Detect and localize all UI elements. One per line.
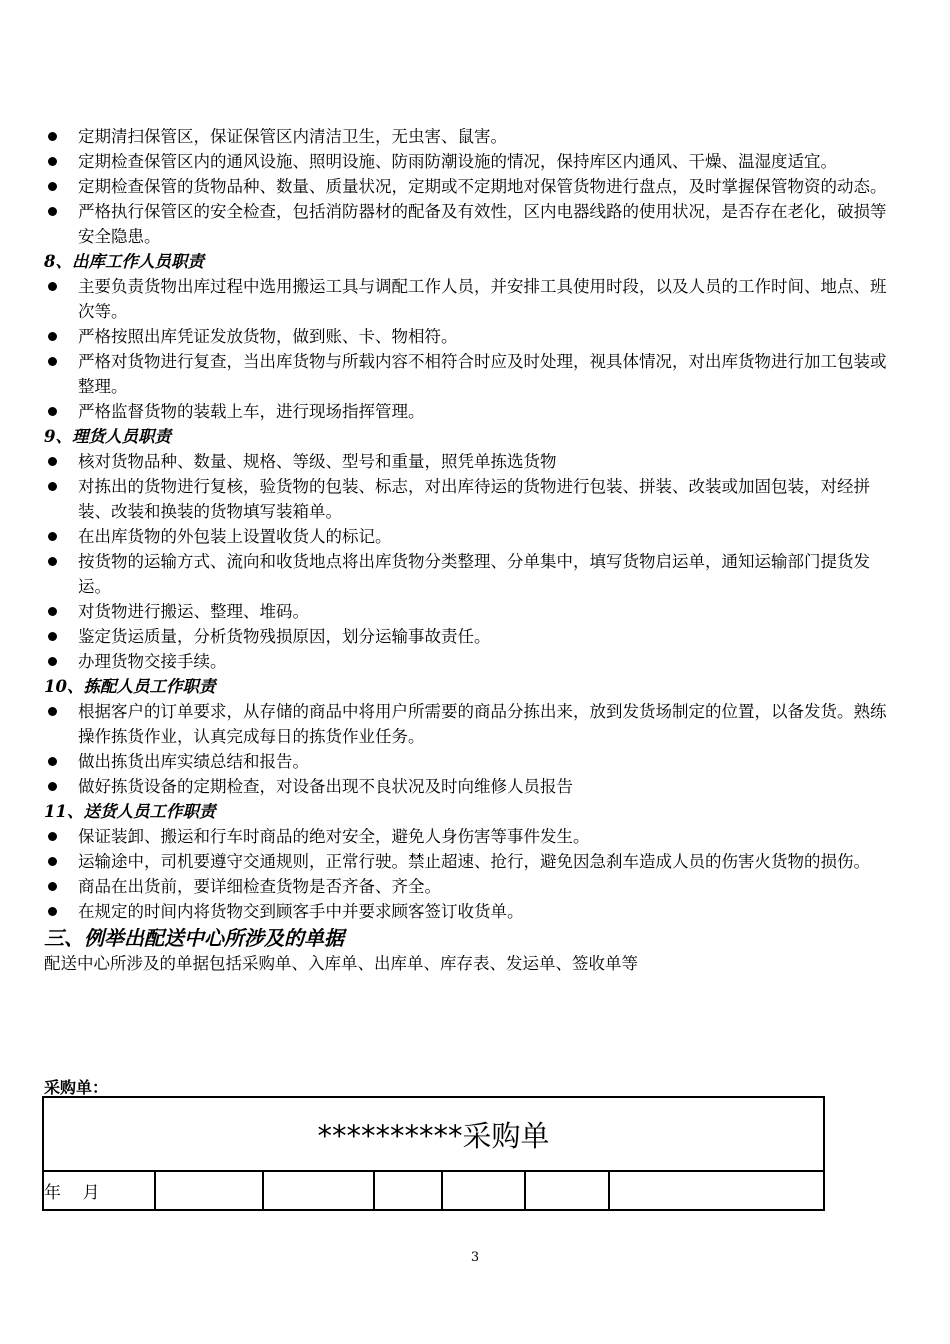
list-item [44, 774, 894, 799]
bullet-icon [48, 832, 57, 841]
list-item [44, 749, 894, 774]
list-item-text: 做好拣货设备的定期检查，对设备出现不良状况及时向维修人员报告 [78, 777, 573, 796]
bullet-icon [48, 607, 57, 616]
table-cell [155, 1171, 263, 1210]
section-text: 配送中心所涉及的单据包括采购单、入库单、出库单、库存表、发运单、签收单等 [44, 954, 638, 973]
list-item [44, 274, 894, 324]
list-item-text: 定期清扫保管区，保证保管区内清洁卫生，无虫害、鼠害。 [78, 127, 507, 146]
list-item [44, 899, 894, 924]
list-item-text: 严格按照出库凭证发放货物，做到账、卡、物相符。 [78, 327, 458, 346]
list-item-text: 鉴定货运质量，分析货物残损原因，划分运输事故责任。 [78, 627, 491, 646]
document-body [44, 124, 894, 976]
list-item [44, 849, 894, 874]
list-item-text: 办理货物交接手续。 [78, 652, 227, 671]
bullet-icon [48, 132, 57, 141]
list-item [44, 399, 894, 424]
bullet-icon [48, 182, 57, 191]
list-item-text: 做出拣货出库实绩总结和报告。 [78, 752, 309, 771]
bullet-icon [48, 907, 57, 916]
list-item [44, 449, 894, 474]
list-item [44, 824, 894, 849]
purchase-form-label: 采购单： [44, 1078, 109, 1097]
list-item-text: 对货物进行搬运、整理、堆码。 [78, 602, 309, 621]
list-item-text: 对拣出的货物进行复核，验货物的包装、标志，对出库待运的货物进行包装、拼装、改装或加固包装，对经拼装、改装和换装的货物填写装箱单。 [78, 477, 870, 521]
bullet-icon [48, 632, 57, 641]
bullet-icon [48, 207, 57, 216]
section-heading: 11、送货人员工作职责 [44, 802, 216, 821]
bullet-icon [48, 657, 57, 666]
list-item-text: 商品在出货前，要详细检查货物是否齐备、齐全。 [78, 877, 441, 896]
bullet-icon [48, 282, 57, 291]
bullet-icon [48, 557, 57, 566]
list-item-text: 严格监督货物的装载上车，进行现场指挥管理。 [78, 402, 425, 421]
purchase-order-title: **********采购单 [43, 1097, 824, 1171]
list-item-text: 在出库货物的外包装上设置收货人的标记。 [78, 527, 392, 546]
list-item-text: 按货物的运输方式、流向和收货地点将出库货物分类整理、分单集中，填写货物启运单，通知运输部门提货发运。 [78, 552, 870, 596]
list-item [44, 874, 894, 899]
list-item [44, 149, 894, 174]
list-item-text: 严格对货物进行复查，当出库货物与所载内容不相符合时应及时处理，视具体情况，对出库货物进行加工包装或整理。 [78, 352, 887, 396]
table-cell [609, 1171, 824, 1210]
bullet-icon [48, 782, 57, 791]
page-number: 3 [470, 1250, 480, 1265]
list-item [44, 624, 894, 649]
list-item-text: 核对货物品种、数量、规格、等级、型号和重量，照凭单拣选货物 [78, 452, 557, 471]
bullet-icon [48, 332, 57, 341]
list-item [44, 524, 894, 549]
list-item-text: 运输途中，司机要遵守交通规则，正常行驶。禁止超速、抢行，避免因急刹车造成人员的伤害火货物的损伤。 [78, 852, 870, 871]
bullet-icon [48, 357, 57, 366]
bullet-icon [48, 157, 57, 166]
section-title: 三、例举出配送中心所涉及的单据 [44, 926, 344, 950]
list-item-text: 在规定的时间内将货物交到顾客手中并要求顾客签订收货单。 [78, 902, 524, 921]
bullet-icon [48, 882, 57, 891]
list-item-text: 保证装卸、搬运和行车时商品的绝对安全，避免人身伤害等事件发生。 [78, 827, 590, 846]
table-cell [525, 1171, 609, 1210]
section-heading: 8、出库工作人员职责 [44, 252, 204, 271]
bullet-icon [48, 457, 57, 466]
table-cell [263, 1171, 374, 1210]
table-cell [374, 1171, 442, 1210]
table-cell [442, 1171, 525, 1210]
list-item [44, 649, 894, 674]
list-item-text: 定期检查保管区内的通风设施、照明设施、防雨防潮设施的情况，保持库区内通风、干燥、温湿度适宜。 [78, 152, 837, 171]
section-heading: 10、拣配人员工作职责 [44, 677, 216, 696]
bullet-icon [48, 707, 57, 716]
list-item [44, 474, 894, 524]
bullet-icon [48, 532, 57, 541]
list-item [44, 174, 894, 199]
list-item [44, 599, 894, 624]
list-item [44, 549, 894, 599]
date-cell: 年 月 [43, 1171, 155, 1210]
list-item-text: 定期检查保管的货物品种、数量、质量状况，定期或不定期地对保管货物进行盘点，及时掌握保管物资的动态。 [78, 177, 887, 196]
bullet-icon [48, 757, 57, 766]
bullet-icon [48, 482, 57, 491]
list-item-text: 根据客户的订单要求，从存储的商品中将用户所需要的商品分拣出来，放到发货场制定的位置，以备发货。熟练操作拣货作业，认真完成每日的拣货作业任务。 [78, 702, 887, 746]
list-item-text: 主要负责货物出库过程中选用搬运工具与调配工作人员，并安排工具使用时段，以及人员的工作时间、地点、班次等。 [78, 277, 887, 321]
bullet-icon [48, 407, 57, 416]
purchase-order-table [42, 1096, 825, 1211]
section-heading: 9、理货人员职责 [44, 427, 171, 446]
list-item-text: 严格执行保管区的安全检查，包括消防器材的配备及有效性，区内电器线路的使用状况，是否存在老化，破损等安全隐患。 [78, 202, 887, 246]
list-item [44, 349, 894, 399]
list-item [44, 324, 894, 349]
list-item [44, 199, 894, 249]
list-item [44, 699, 894, 749]
bullet-icon [48, 857, 57, 866]
list-item [44, 124, 894, 149]
